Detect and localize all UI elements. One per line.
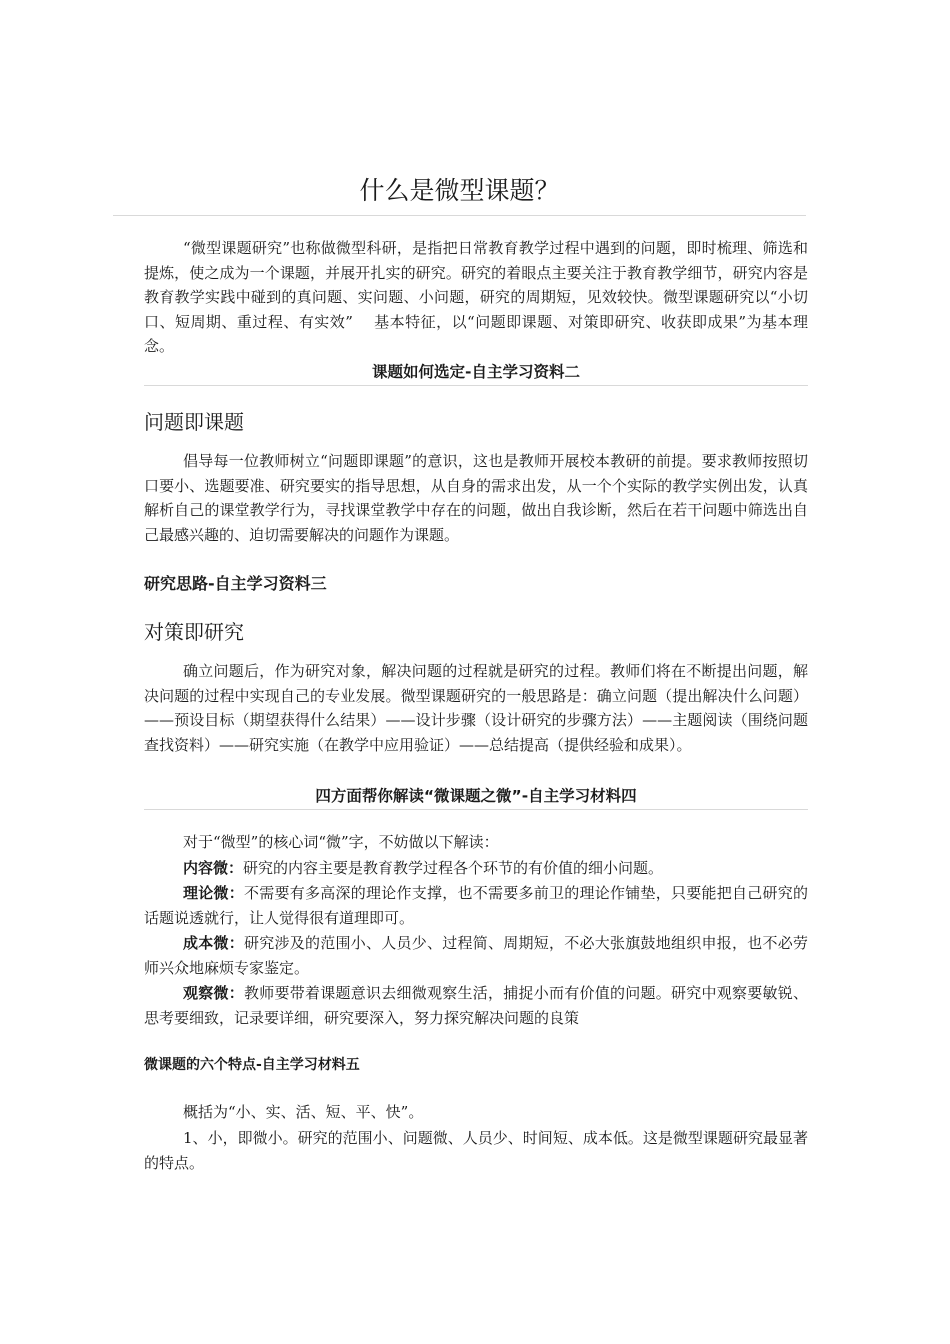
micro-item-theory [144,881,808,930]
micro-item-label: 观察微： [183,984,244,1002]
page-title: 什么是微型课题？ [359,176,560,205]
section5-point-1: 1、小，即微小。研究的范围小、问题微、人员少、时间短、成本低。这是微型课题研究最显著的特点。 [144,1129,808,1172]
section4-divider [144,809,808,810]
section4-intro: 对于“微型”的核心词“微”字，不妨做以下解读： [183,833,499,851]
title-divider [113,215,806,216]
micro-item-cost [144,931,808,980]
section2-divider [144,385,808,386]
section5-intro: 概括为“小、实、活、短、平、快”。 [183,1103,424,1121]
section2-body: 倡导每一位教师树立“问题即课题”的意识，这也是教师开展校本教研的前提。要求教师按照切口要小、选题要准、研究要实的指导思想，从自身的需求出发，从一个个实际的教学实例出发，认真解析自己的课堂教学行为，寻找课堂教学中存在的问题，做出自我诊断，然后在若干问题中筛选出自己最感兴趣的、迫切需要解决的问题作为课题。 [144,452,808,544]
micro-item-observation [144,981,808,1030]
micro-item-label: 理论微： [183,884,244,902]
micro-item-text: 教师要带着课题意识去细微观察生活，捕捉小而有价值的问题。研究中观察要敏锐、思考要细致，记录要详细，研究要深入，努力探究解决问题的良策 [144,984,808,1027]
section2-subheading: 问题即课题 [144,410,244,434]
intro-paragraph: “微型课题研究”也称做微型科研，是指把日常教育教学过程中遇到的问题，即时梳理、筛选和提炼，使之成为一个课题，并展开扎实的研究。研究的着眼点主要关注于教育教学细节，研究内容是教育教学实践中碰到的真问题、实问题、小问题，研究的周期短，见效较快。微型课题研究以“小切口、短周期、重过程、有实效” 基本特征，以“问题即课题、对策即研究、收获即成果”为基本理念。 [144,239,808,355]
section5-heading: 微课题的六个特点-自主学习材料五 [144,1057,360,1073]
micro-item-text: 研究的内容主要是教育教学过程各个环节的有价值的细小问题。 [243,859,664,877]
section4-heading: 四方面帮你解读“微课题之微”-自主学习材料四 [315,787,637,805]
micro-item-label: 内容微： [183,859,244,877]
micro-item-content [144,856,808,881]
section3-heading: 研究思路-自主学习资料三 [144,574,327,593]
micro-item-text: 研究涉及的范围小、人员少、过程简、周期短，不必大张旗鼓地组织申报，也不必劳师兴众地麻烦专家鉴定。 [144,934,808,977]
micro-item-label: 成本微： [183,934,244,952]
section3-subheading: 对策即研究 [144,620,244,644]
section3-body: 确立问题后，作为研究对象，解决问题的过程就是研究的过程。教师们将在不断提出问题，解决问题的过程中实现自己的专业发展。微型课题研究的一般思路是：确立问题（提出解决什么问题）——预设目标（期望获得什么结果）——设计步骤（设计研究的步骤方法）——主题阅读（围绕问题查找资料）——研究实施（在教学中应用验证）——总结提高（提供经验和成果）。 [144,662,808,754]
micro-item-text: 不需要有多高深的理论作支撑，也不需要多前卫的理论作铺垫，只要能把自己研究的话题说透就行，让人觉得很有道理即可。 [144,884,808,927]
section2-heading: 课题如何选定-自主学习资料二 [372,363,580,381]
